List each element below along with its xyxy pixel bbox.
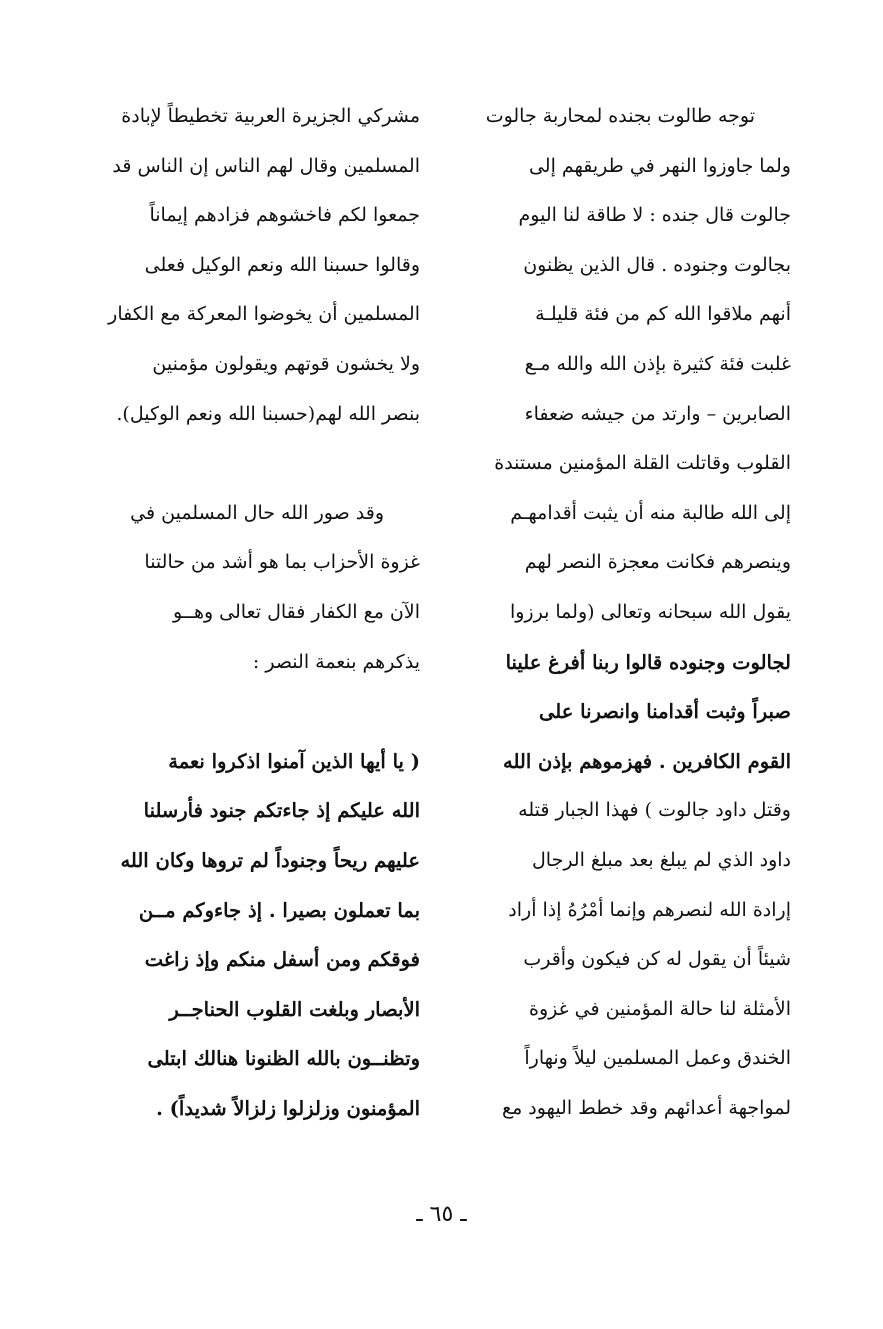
quran-verse-line: بما تعملون بصيرا . إذ جاءوكم مــن	[138, 898, 420, 922]
quran-verse-line: عليهم ريحاً وجنوداً لم تروها وكان الله	[120, 848, 420, 872]
quran-verse-line: فوقكم ومن أسفل منكم وإذ زاغت	[144, 948, 420, 972]
text-line: ولا يخشون قوتهم ويقولون مؤمنين	[152, 352, 420, 375]
text-line: جالوت قال جنده : لا طاقة لنا اليوم	[518, 204, 791, 227]
quran-verse-line: الأبصار وبلغت القلوب الحناجــر	[169, 997, 420, 1021]
text-line: يقول الله سبحانه وتعالى (ولما برزوا	[509, 600, 791, 623]
quran-verse-line: وتظنــون بالله الظنونا هنالك ابتلى	[147, 1047, 420, 1071]
text-line: لمواجهة أعدائهم وقد خطط اليهود مع	[501, 1096, 791, 1119]
text-line: المسلمين أن يخوضوا المعركة مع الكفار	[108, 303, 420, 326]
text-line: توجه طالوت بجنده لمحاربة جالوت	[485, 105, 755, 127]
text-line: مشركي الجزيرة العربية تخطيطاً لإبادة	[121, 105, 420, 127]
paragraph-gap	[92, 439, 420, 489]
text-line: بنصر الله لهم(حسبنا الله ونعم الوكيل).	[116, 402, 420, 425]
text-line: بجالوت وجنوده . قال الذين يظنون	[523, 253, 791, 276]
quran-verse-line: صبراً وثبت أقدامنا وانصرنا على	[539, 700, 791, 724]
text-line: ولما جاوزوا النهر في طريقهم إلى	[528, 154, 791, 177]
text-line: جمعوا لكم فاخشوهم فزادهم إيماناً	[149, 204, 420, 227]
text-line: وقالوا حسبنا الله ونعم الوكيل فعلى	[144, 253, 420, 276]
text-line: الآن مع الكفار فقال تعالى وهــو	[173, 600, 420, 623]
text-line: المسلمين وقال لهم الناس إن الناس قد	[112, 154, 420, 177]
text-line: الصابرين – وارتد من جيشه ضعفاء	[524, 402, 791, 425]
text-line: القلوب وقاتلت القلة المؤمنين مستندة	[494, 452, 791, 475]
text-line: غزوة الأحزاب بما هو أشد من حالتنا	[144, 551, 420, 574]
text-line: وقتل داود جالوت ) فهذا الجبار قتله	[518, 799, 791, 822]
right-text-column	[463, 92, 791, 1133]
text-line: أنهم ملاقوا الله كم من فئة قليلـة	[535, 303, 791, 326]
quran-verse-line: الله عليكم إذ جاءتكم جنود فأرسلنا	[143, 799, 420, 823]
page-number: ـ ٦٥ ـ	[416, 1202, 467, 1227]
text-line: يذكرهم بنعمة النصر :	[252, 650, 420, 673]
text-line: الخندق وعمل المسلمين ليلاً ونهاراً	[524, 1047, 791, 1070]
text-line: الأمثلة لنا حالة المؤمنين في غزوة	[529, 997, 791, 1020]
quran-verse-line: لجالوت وجنوده قالوا ربنا أفرغ علينا	[505, 650, 791, 674]
paragraph-gap	[92, 687, 420, 737]
text-line: داود الذي لم يبلغ بعد مبلغ الرجال	[531, 848, 791, 871]
left-text-column	[92, 92, 420, 1133]
quran-verse-line: المؤمنون وزلزلوا زلزالاً شديداً) .	[156, 1096, 420, 1120]
quran-verse-line: ( يا أيها الذين آمنوا اذكروا نعمة	[168, 749, 420, 773]
text-line: شيئاً أن يقول له كن فيكون وأقرب	[523, 948, 791, 971]
quran-verse-line: القوم الكافرين . فهزموهم بإذن الله	[502, 749, 791, 773]
text-line: إرادة الله لنصرهم وإنما أمْرُهُ إذا أراد	[508, 898, 791, 921]
text-line: غلبت فئة كثيرة بإذن الله والله مـع	[524, 352, 791, 375]
text-line: وينصرهم فكانت معجزة النصر لهم	[524, 551, 791, 574]
text-line: إلى الله طالبة منه أن يثبت أقدامهـم	[510, 501, 791, 524]
text-line: وقد صور الله حال المسلمين في	[130, 501, 384, 524]
